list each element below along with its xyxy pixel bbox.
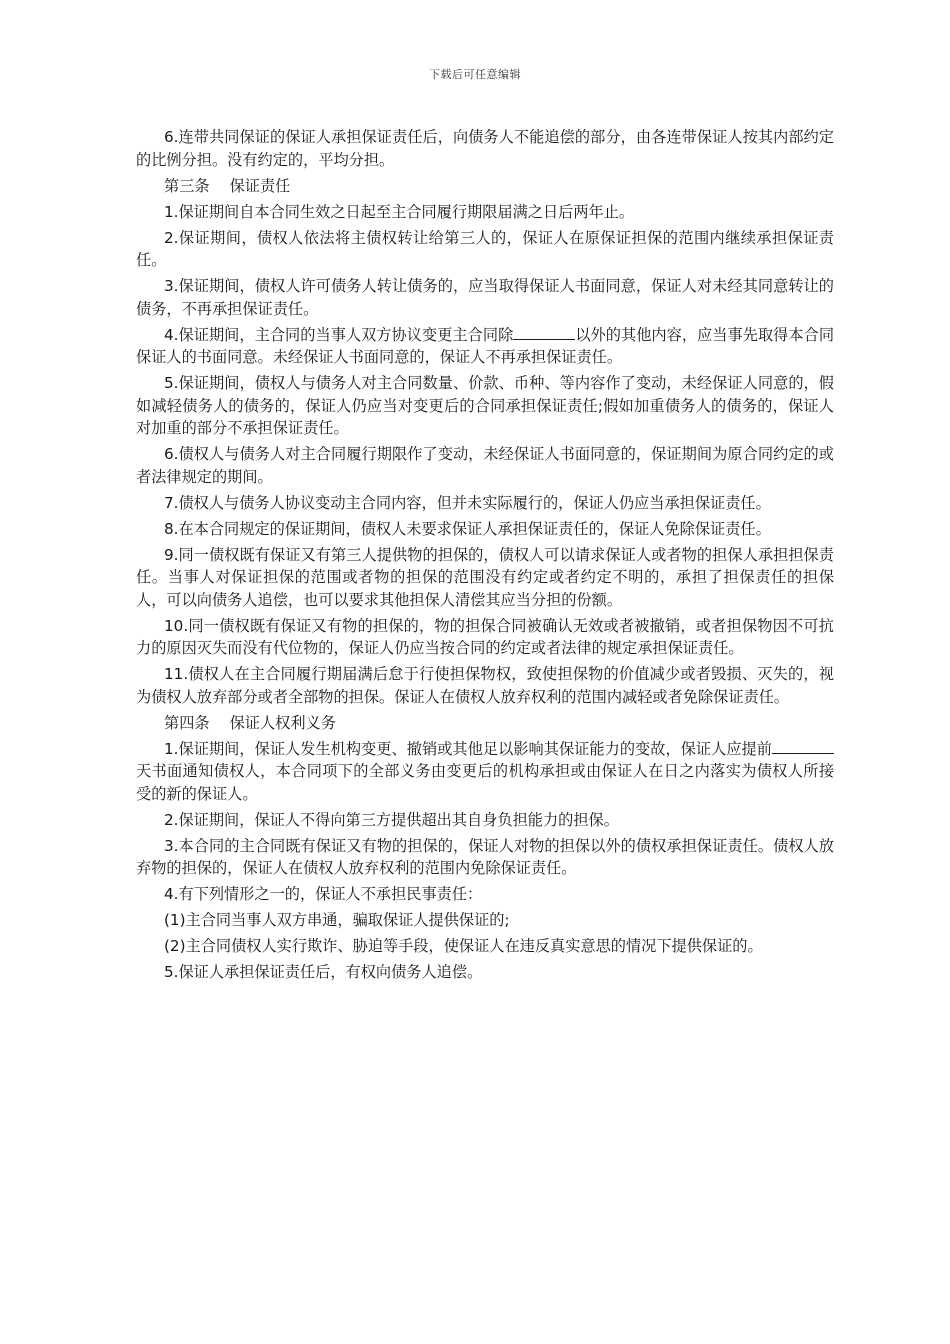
clause-3-1: 1.保证期间自本合同生效之日起至主合同履行期限届满之日后两年止。 [164,202,635,221]
clause-3-6: 6.债权人与债务人对主合同履行期限作了变动，未经保证人书面同意的，保证期间为原合同约定的或者法律规定的期间。 [136,445,834,486]
clause-3-5: 5.保证期间，债权人与债务人对主合同数量、价款、币种、等内容作了变动，未经保证人同意的，假如减轻债务人的债务的，保证人仍应当对变更后的合同承担保证责任;假如加重债务人的债务的，保证人对加重的部分不承担保证责任。 [136,374,834,437]
clause-4-1-text-before: 1.保证期间，保证人发生机构变更、撤销或其他足以影响其保证能力的变故，保证人应提前 [164,739,772,758]
clause-4-1-text-after: 天书面通知债权人，本合同项下的全部义务由变更后的机构承担或由保证人在日之内落实为债权人所接受的新的保证人。 [136,762,834,803]
clause-3-8: 8.在本合同规定的保证期间，债权人未要求保证人承担保证责任的，保证人免除保证责任。 [164,519,771,538]
clause-3-4-text-before: 4.保证期间，主合同的当事人双方协议变更主合同除 [164,325,514,344]
article-4-number: 第四条 [164,713,210,732]
article-3-number: 第三条 [164,176,210,195]
fill-in-blank [513,324,575,340]
page-header: 下载后可任意编辑 [429,68,521,81]
clause-3-4-text-after: 以外的其他内容，应当事先取得本合同保证人的书面同意。未经保证人书面同意的，保证人不再承担保证责任。 [136,325,835,366]
article-3-heading [136,175,834,198]
clause-3-10: 10.同一债权既有保证又有物的担保的，物的担保合同被确认无效或者被撤销，或者担保物因不可抗力的原因灭失而没有代位物的，保证人仍应当按合同的约定或者法律的规定承担保证责任。 [136,616,834,657]
document-body [136,126,834,987]
clause-4-4-item-1: (1)主合同当事人双方串通，骗取保证人提供保证的; [164,911,510,929]
clause-3-11: 11.债权人在主合同履行期届满后怠于行使担保物权，致使担保物的价值减少或者毁损、灭失的，视为债权人放弃部分或者全部物的担保。保证人在债权人放弃权利的范围内减轻或者免除保证责任。 [136,665,834,706]
clause-3-9: 9.同一债权既有保证又有第三人提供物的担保的，债权人可以请求保证人或者物的担保人承担担保责任。当事人对保证担保的范围或者物的担保的范围没有约定或者约定不明的，承担了担保责任的担保人，可以向债务人追偿，也可以要求其他担保人清偿其应当分担的份额。 [136,545,834,609]
article-4-title: 保证人权利义务 [229,713,336,732]
clause-3-4 [136,324,834,369]
article-4-heading [136,712,834,735]
clause-4-5: 5.保证人承担保证责任后，有权向债务人追偿。 [164,963,483,981]
clause-4-1 [136,738,834,806]
clause-3-3: 3.保证期间，债权人许可债务人转让债务的，应当取得保证人书面同意，保证人对未经其同意转让的债务，不再承担保证责任。 [136,277,834,318]
clause-4-3: 3.本合同的主合同既有保证又有物的担保的，保证人对物的担保以外的债权承担保证责任。债权人放弃物的担保的，保证人在债权人放弃权利的范围内免除保证责任。 [136,836,834,877]
clause-4-2: 2.保证期间，保证人不得向第三方提供超出其自身负担能力的担保。 [164,810,619,829]
article-3-title: 保证责任 [229,176,291,195]
paragraph-joint-guarantee: 6.连带共同保证的保证人承担保证责任后，向债务人不能追偿的部分，由各连带保证人按其内部约定的比例分担。没有约定的，平均分担。 [136,128,834,169]
clause-4-4: 4.有下列情形之一的，保证人不承担民事责任： [164,885,483,903]
fill-in-blank [772,738,834,754]
clause-3-7: 7.债权人与债务人协议变动主合同内容，但并未实际履行的，保证人仍应当承担保证责任。 [164,493,771,512]
clause-3-2: 2.保证期间，债权人依法将主债权转让给第三人的，保证人在原保证担保的范围内继续承担保证责任。 [136,228,834,269]
clause-4-4-item-2: (2)主合同债权人实行欺诈、胁迫等手段，使保证人在违反真实意思的情况下提供保证的。 [164,937,763,955]
